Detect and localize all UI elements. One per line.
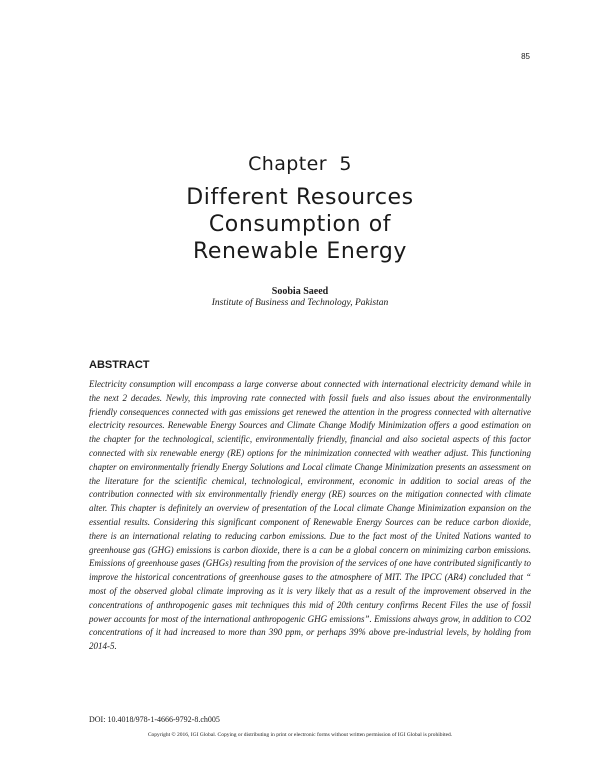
doi: DOI: 10.4018/978-1-4666-9792-8.ch005 <box>89 715 220 724</box>
chapter-title-line: Consumption of <box>208 212 392 237</box>
chapter-label: Chapter 5 <box>248 153 352 175</box>
author-name: Soobia Saeed <box>271 286 329 297</box>
abstract-heading: ABSTRACT <box>89 359 150 371</box>
chapter-title-line: Different Resources <box>186 185 414 210</box>
page-number: 85 <box>521 52 530 61</box>
abstract-body: Electricity consumption will encompass a large converse about connected with international electricity demand while in the next 2 decades. Newly, this improving rate connected with fossil fuels and also issues about the environmentally friendly consequences connected with gas emissions get renewed the attention in the progress connected with alternative electricity resources. Renewable Energy Sources and Climate Change Modify Minimization offers a good estimation on the chapter for the technological, scientific, environmentally friendly, financial and also societal aspects of this factor connected with six renewable energy (RE) options for the minimization connected with weather adjust. This functioning chapter on environmentally friendly Energy Solutions and Local climate Change Minimization presents an assessment on the literature for the scientific chemical, technological, environment, economic in addition to social areas of the contribution connected with six environmentally friendly energy (RE) sources on the mitigation connected with climate alter. This chapter is definitely an overview of presentation of the Local climate Change Minimization expansion on the essential results. Considering this significant component of Renewable Energy Sources can be reduce carbon dioxide, there is an international relating to reducing carbon emissions. Due to the fact most of the United Nations wanted to greenhouse gas (GHG) emissions is carbon dioxide, there is a can be a global concern on minimizing carbon emissions. Emissions of greenhouse gases (GHGs) resulting from the provision of the services of one have contributed significantly to improve the historical concentrations of greenhouse gases to the atmosphere of MIT. The IPCC (AR4) concluded that “ most of the observed global climate improving as it is very likely that as a result of the improvement observed in the concentrations of anthropogenic gases mit techniques this mid of 20th century confirms Recent Files the use of fossil power accounts for most of the international anthropogenic GHG emissions”. Emissions always grow, in addition to CO2 concentrations of it had increased to more than 390 ppm, or perhaps 39% above pre-industrial levels, by holding from 2014-5. <box>89 379 531 652</box>
copyright-notice: Copyright © 2016, IGI Global. Copying or distributing in print or electronic forms without written permission of IGI Global is prohibited. <box>147 732 453 738</box>
chapter-title <box>0 184 600 265</box>
author-affiliation: Institute of Business and Technology, Pakistan <box>211 298 389 308</box>
chapter-title-line: Renewable Energy <box>192 239 407 264</box>
